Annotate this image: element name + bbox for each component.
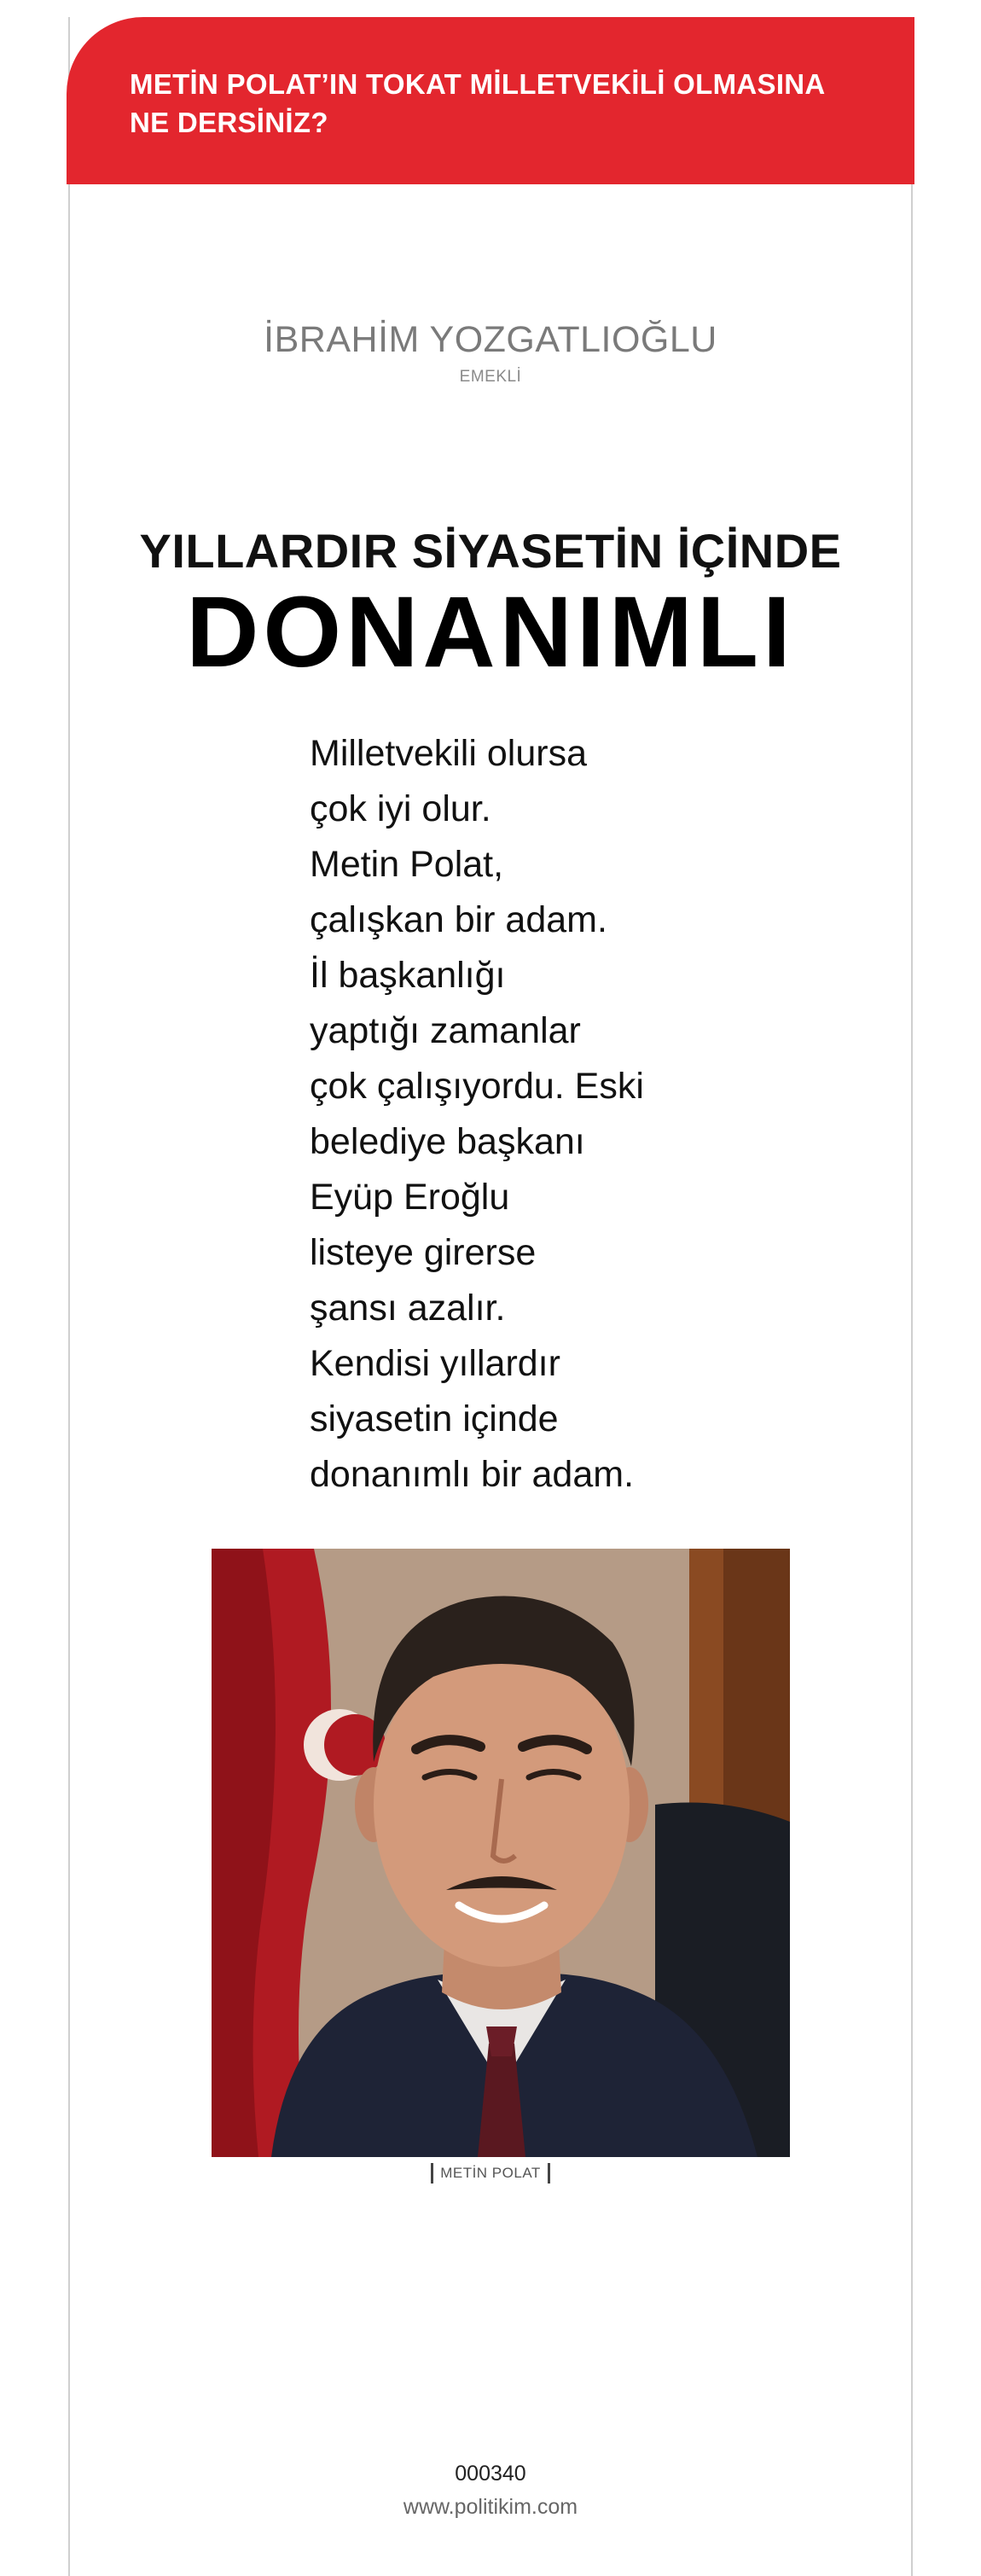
body-line: siyasetin içinde <box>310 1398 559 1439</box>
body-line: Metin Polat, <box>310 844 504 885</box>
author-role: EMEKLİ <box>459 368 522 386</box>
headline-line-2: DONANIMLI <box>186 576 795 689</box>
body-line: şansı azalır. <box>310 1288 506 1329</box>
photo-caption-text: METİN POLAT <box>431 2163 550 2183</box>
portrait-photo <box>212 1549 790 2157</box>
body-line: İl başkanlığı <box>310 955 506 996</box>
article-body <box>310 726 736 1503</box>
headline-line-1: YILLARDIR SİYASETİN İÇİNDE <box>139 524 842 578</box>
question-banner <box>67 17 914 184</box>
body-line: çalışkan bir adam. <box>310 899 607 940</box>
author-name: İBRAHİM YOZGATLIOĞLU <box>264 319 717 360</box>
page-number: 000340 <box>455 2462 526 2486</box>
body-line: Kendisi yıllardır <box>310 1343 560 1384</box>
body-line: çok iyi olur. <box>310 788 491 829</box>
body-line: belediye başkanı <box>310 1121 585 1162</box>
photo-caption <box>0 2163 981 2183</box>
banner-title-line-2: NE DERSİNİZ? <box>130 107 328 138</box>
body-line: Eyüp Eroğlu <box>310 1177 510 1218</box>
body-line: listeye girerse <box>310 1232 537 1273</box>
website-url: www.politikim.com <box>403 2495 578 2519</box>
body-line: Milletvekili olursa <box>310 733 587 774</box>
body-line: donanımlı bir adam. <box>310 1454 635 1495</box>
banner-title-line-1: METİN POLAT’IN TOKAT MİLLETVEKİLİ OLMASINA <box>130 68 826 100</box>
body-line: çok çalışıyordu. Eski <box>310 1066 644 1107</box>
body-line: yaptığı zamanlar <box>310 1010 581 1051</box>
